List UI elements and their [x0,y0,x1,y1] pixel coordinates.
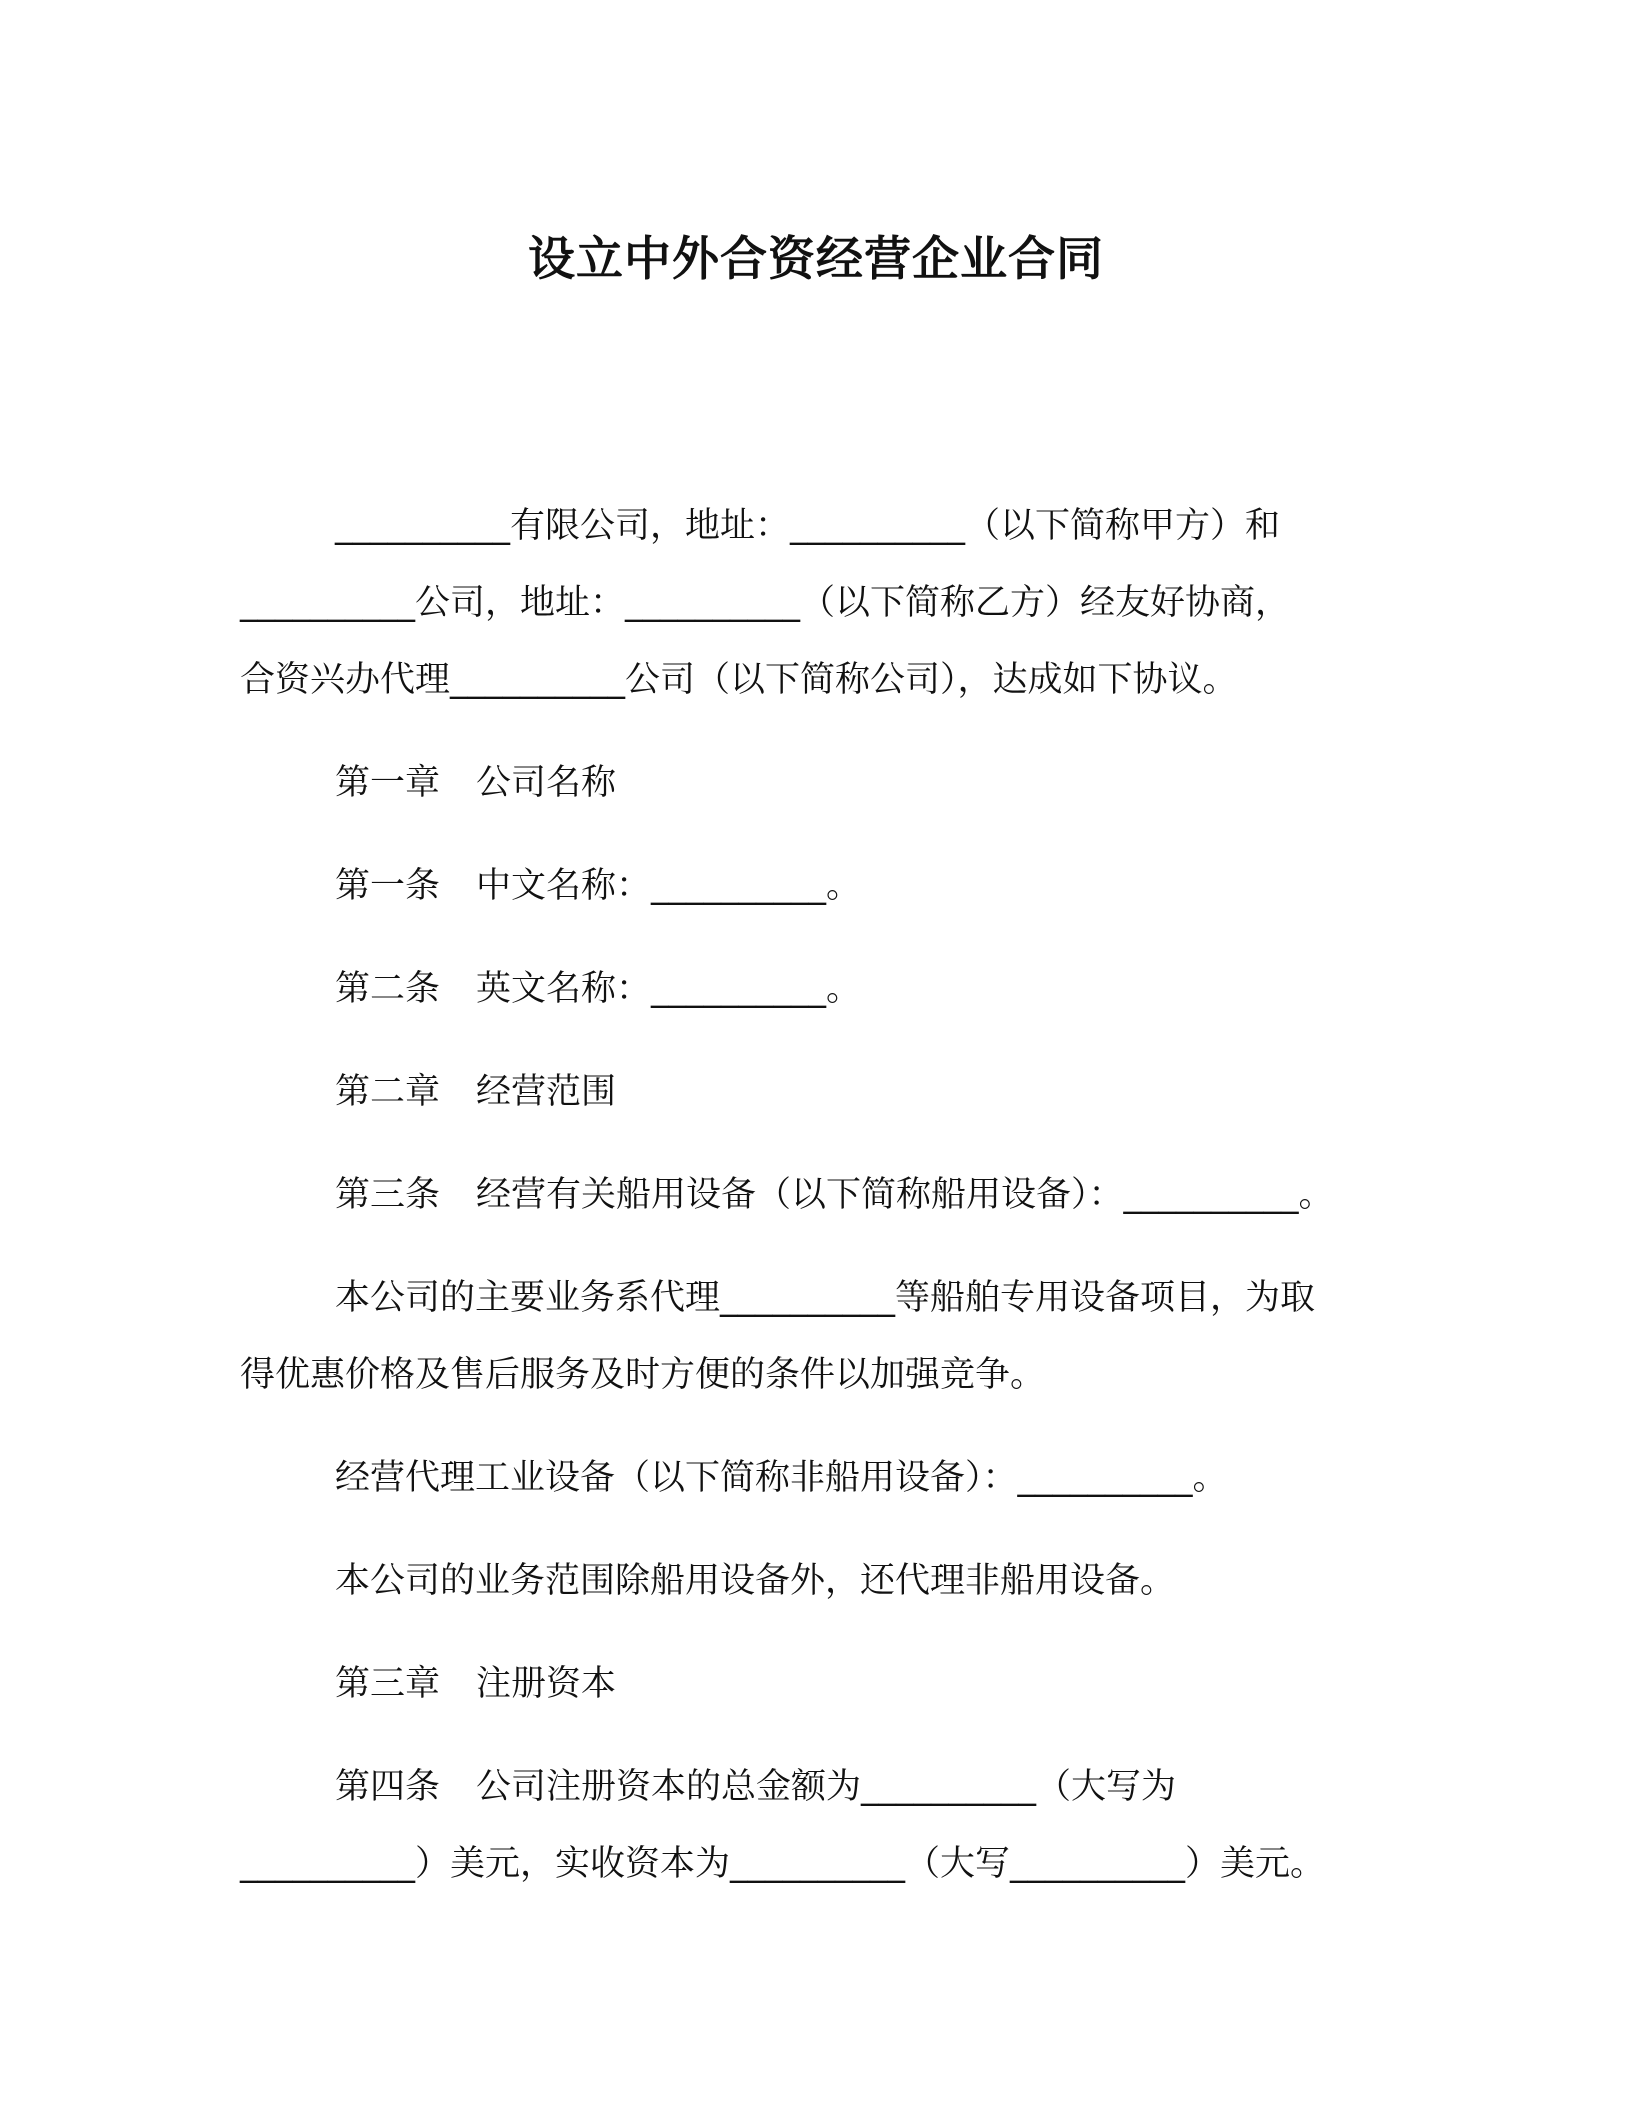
article-text: 中文名称：__________。 [476,866,862,906]
industrial-equipment-paragraph: 经营代理工业设备（以下简称非船用设备）：__________。 [335,1458,1228,1498]
article-1 [240,848,1400,925]
article-label: 第一条 [335,866,441,906]
chapter-label: 第一章 [335,763,441,803]
preamble-paragraph [240,488,1400,719]
preamble-line-2: __________公司，地址：__________（以下简称乙方）经友好协商， [240,583,1291,623]
chapter-title: 公司名称 [476,763,617,803]
preamble-line-3: 合资兴办代理__________公司（以下简称公司），达成如下协议。 [240,660,1238,700]
business-scope-paragraph: 本公司的业务范围除船用设备外，还代理非船用设备。 [335,1561,1176,1601]
article-text: 公司注册资本的总金额为__________（大写为 [476,1767,1177,1807]
document-body [240,488,1400,1929]
chapter-title: 注册资本 [476,1664,617,1704]
main-business-paragraph [240,1260,1400,1414]
chapter-label: 第二章 [335,1072,441,1112]
article-4 [240,1749,1400,1903]
preamble-line-1: __________有限公司，地址：__________（以下简称甲方）和 [335,506,1281,546]
chapter-heading-3 [240,1646,1400,1723]
article-4-line-1 [240,1749,1400,1826]
chapter-title: 经营范围 [476,1072,617,1112]
main-business-line-1: 本公司的主要业务系代理__________等船舶专用设备项目，为取 [335,1278,1316,1318]
article-text: 经营有关船用设备（以下简称船用设备）：__________。 [476,1175,1334,1215]
chapter-heading-2 [240,1054,1400,1131]
article-3 [240,1157,1400,1234]
chapter-label: 第三章 [335,1664,441,1704]
article-4-line-2: __________）美元，实收资本为__________（大写__________）美元。 [240,1844,1326,1884]
chapter-heading-1 [240,745,1400,822]
main-business-line-2: 得优惠价格及售后服务及时方便的条件以加强竞争。 [240,1355,1046,1395]
document-title: 设立中外合资经营企业合同 [528,232,1104,287]
article-label: 第四条 [335,1767,441,1807]
article-2 [240,951,1400,1028]
article-label: 第三条 [335,1175,441,1215]
article-text: 英文名称：__________。 [476,969,862,1009]
article-label: 第二条 [335,969,441,1009]
